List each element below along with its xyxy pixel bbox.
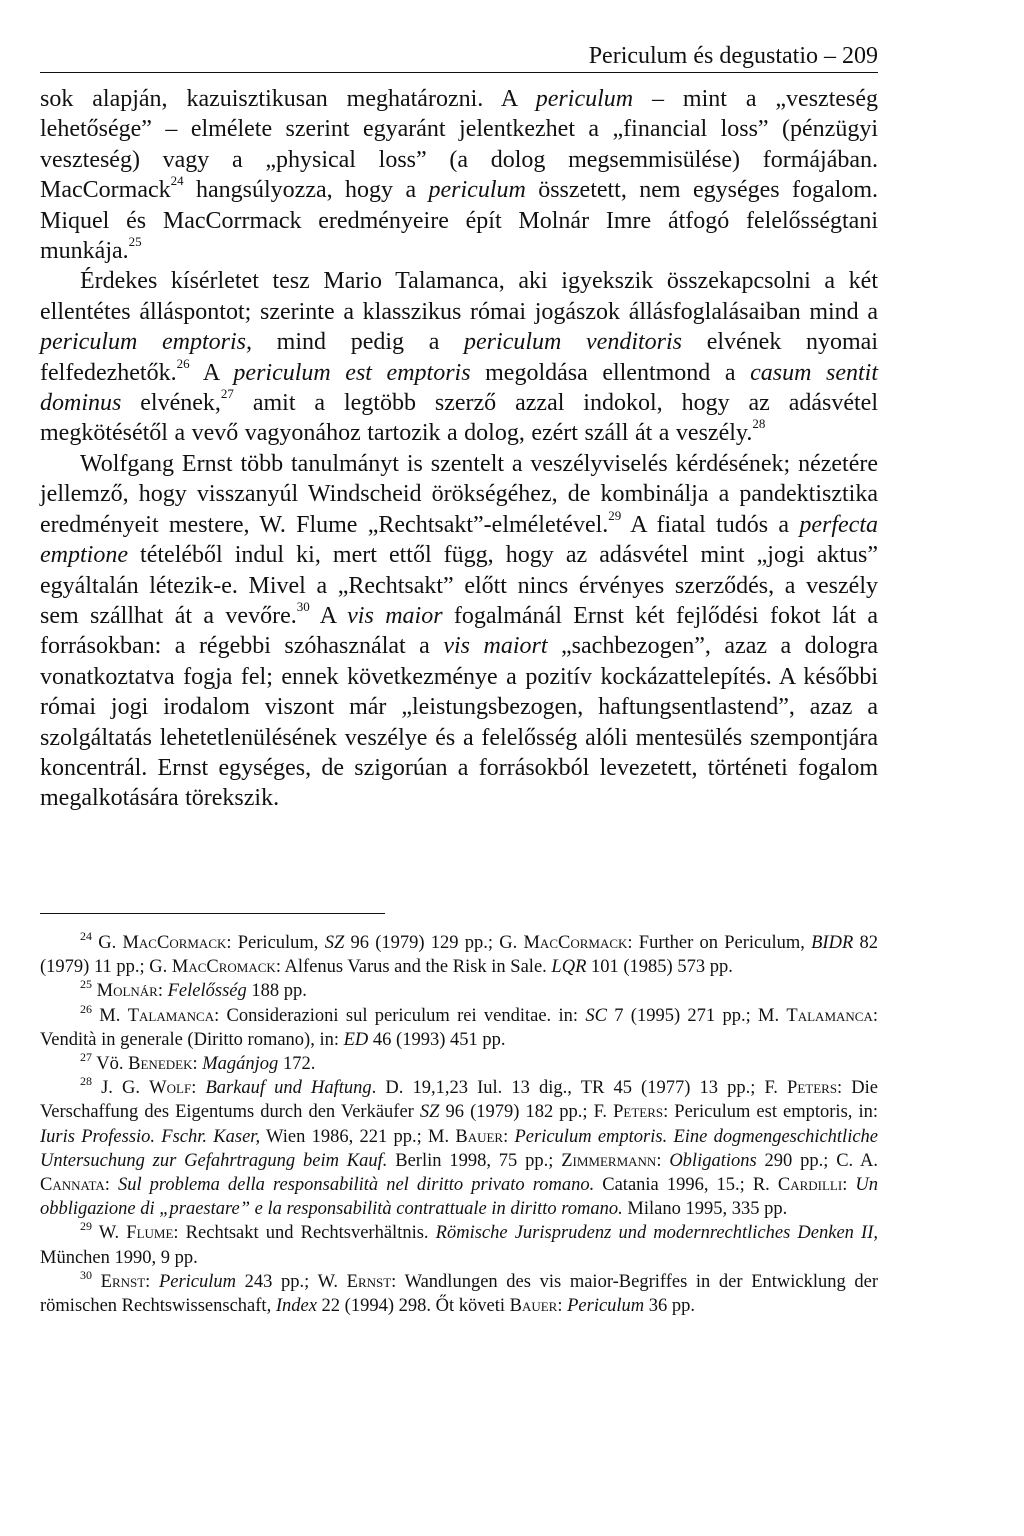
- text-run: Talamanca: [127, 1005, 215, 1026]
- text-run: Ernst: [100, 1271, 146, 1292]
- text-run: : Wandlungen des vis maior-Begriffes in der Entwicklung der römischen Rechtswissenschaft,: [40, 1271, 878, 1317]
- footnote-number: 24: [80, 929, 92, 943]
- footnote-ref: 29: [608, 507, 622, 523]
- text-run: 188 pp.: [246, 981, 307, 1002]
- footnote: [40, 1267, 878, 1318]
- text-run: A: [309, 602, 348, 629]
- text-run: 290 pp.; C. A.: [756, 1150, 878, 1171]
- footnote: [40, 1076, 878, 1221]
- text-run: elvének nyomai felfedezhetők.: [40, 329, 878, 386]
- text-run: Peters: [613, 1102, 664, 1123]
- text-run: Peters: [787, 1078, 838, 1099]
- text-run: Érdekes kísérletet tesz Mario Talamanca, aki igyekszik összekapcsolni a két ellentétes álláspontot; szerinte a klasszikus római jogászok állásfoglalásaiban mind a: [40, 268, 878, 325]
- text-run: Bauer: [509, 1296, 558, 1317]
- text-run: [92, 1272, 101, 1292]
- text-run: Periculum: [567, 1296, 645, 1317]
- text-run: periculum venditoris: [464, 329, 683, 356]
- text-run: MacCormack: [523, 933, 628, 953]
- footnote: [40, 1001, 878, 1052]
- text-run: Catania 1996, 15.; R.: [594, 1175, 778, 1196]
- paragraph: [40, 266, 878, 448]
- text-run: München 1990, 9 pp.: [40, 1247, 198, 1268]
- text-run: 172.: [278, 1054, 316, 1075]
- text-run: Un obbligazione di „praestare” e la responsabilità contrattuale in diritto romano.: [40, 1175, 879, 1220]
- text-run: amit a legtöbb szerző azzal indokol, hogy az adásvétel megkötésétől a vevő vagyonához tartozik a dolog, ezért száll át a veszély.: [40, 390, 879, 447]
- footnote: [40, 1221, 878, 1269]
- text-run: :: [842, 1175, 856, 1196]
- footnote-number: 27: [80, 1050, 92, 1065]
- text-run: : Further on Periculum,: [627, 933, 812, 953]
- footnotes: [40, 931, 878, 1318]
- text-run: Berlin 1998, 75 pp.;: [387, 1150, 562, 1171]
- text-run: : Periculum,: [226, 933, 325, 953]
- text-run: Sul problema della responsabilità nel diritto privato romano.: [117, 1175, 595, 1196]
- text-run: vis maior: [347, 602, 443, 629]
- text-run: hangsúlyozza, hogy a: [183, 177, 429, 204]
- running-title: Periculum és degustatio – 209: [588, 43, 878, 69]
- text-run: 7 (1995) 271 pp.; M.: [606, 1005, 787, 1026]
- text-run: 46 (1993) 451 pp.: [368, 1029, 506, 1050]
- text-run: Obligations: [669, 1150, 757, 1171]
- text-run: :: [104, 1175, 118, 1196]
- text-run: Benedek: [128, 1054, 193, 1075]
- text-run: SZ: [419, 1102, 440, 1123]
- text-run: Bauer: [455, 1126, 504, 1147]
- text-run: Periculum: [158, 1271, 237, 1292]
- text-run: elvének,: [121, 390, 221, 417]
- text-run: Wolf: [149, 1078, 192, 1099]
- text-run: . D. 19,1,23 Iul. 13 dig., TR 45 (1977) 13 pp.; F.: [371, 1078, 788, 1099]
- text-run: : Vendità in generale (Diritto romano), in:: [40, 1005, 878, 1050]
- text-run: 243 pp.; W.: [236, 1271, 347, 1292]
- text-run: 96 (1979) 182 pp.; F.: [439, 1102, 614, 1123]
- footnote-number: 29: [80, 1219, 92, 1234]
- text-run: casum sentit dominus: [40, 359, 878, 417]
- text-run: Felelősség: [167, 981, 247, 1002]
- text-run: periculum est emptoris: [233, 359, 471, 386]
- footnote-number: 25: [80, 977, 92, 992]
- text-run: megoldása ellentmond a: [470, 359, 751, 386]
- paragraph: [40, 449, 878, 814]
- text-run: perfecta emptione: [40, 511, 878, 569]
- text-run: A fiatal tudós a: [621, 511, 800, 538]
- text-run: Milano 1995, 335 pp.: [622, 1199, 788, 1220]
- main-body-text: [40, 84, 878, 814]
- text-run: :: [557, 1296, 568, 1317]
- text-run: 36 pp.: [644, 1296, 696, 1317]
- text-run: :: [145, 1271, 159, 1292]
- footnote: [40, 1052, 878, 1076]
- footnote-ref: 26: [176, 355, 190, 371]
- text-run: :: [503, 1126, 515, 1147]
- text-run: Ernst: [346, 1271, 392, 1292]
- text-run: összetett, nem egységes fogalom. Miquel és MacCorrmack eredményeire épít Molnár Imre átfogó felelősségtani munkája.: [40, 177, 878, 265]
- text-run: Vö.: [92, 1054, 129, 1075]
- text-run: Periculum emptoris. Eine dogmengeschichtliche Untersuchung zur Gefahrtragung beim Kauf.: [40, 1126, 879, 1171]
- text-run: :: [157, 981, 168, 1002]
- text-run: : Rechtsakt und Rechtsverhältnis.: [173, 1223, 436, 1244]
- text-run: A: [189, 359, 234, 386]
- footnote-ref: 30: [296, 598, 310, 614]
- text-run: Barkauf und Haftung: [205, 1078, 372, 1099]
- text-run: 101 (1985) 573 pp.: [586, 957, 733, 978]
- footnote-ref: 27: [220, 386, 234, 402]
- text-run: „sachbezogen”, azaz a dologra vonatkoztatva fogja fel; ennek következménye a pozitív kockázattelepítés. A későbbi római jogi irodalom viszont már „leistungsbezogen, haftungsentlastend”, azaz a szolgáltatás lehetetlenülésének veszélye és a felelősség alóli mentesülés szempontjára koncentrál. Ernst egységes, de szigorúan a forrásokból levezetett, történeti fogalom megalkotására törekszik.: [40, 633, 878, 812]
- text-run: : Considerazioni sul periculum rei venditae. in:: [214, 1005, 586, 1026]
- text-run: Flume: [126, 1223, 174, 1244]
- text-run: periculum: [428, 177, 526, 204]
- text-run: Cannata: [40, 1175, 105, 1196]
- footnote-separator: [40, 913, 385, 914]
- text-run: – mint a „veszteség lehetősége” – elmélete szerint egyaránt jelentkezhet a „financial loss” (pénzügyi veszteség) vagy a „physical loss” (a dolog megsemmisülése) formájában. MacCormack: [40, 86, 879, 204]
- text-run: G.: [92, 933, 123, 953]
- text-run: 22 (1994) 298. Őt követi: [316, 1296, 510, 1317]
- text-run: Cardilli: [777, 1175, 843, 1196]
- text-run: :: [656, 1150, 670, 1171]
- text-run: 82 (1979) 11 pp.; G.: [40, 933, 878, 978]
- text-run: Wolfgang Ernst több tanulmányt is szentelt a veszélyviselés kérdésének; nézetére jellemző, hogy visszanyúl Windscheid örökségéhez, de kombinálja a pandektisztika eredményeit mestere, W. Flume „Rechtsakt”-elméletével.: [40, 450, 878, 538]
- text-run: tételéből indul ki, mert ettől függ, hogy az adásvétel mint „jogi aktus” egyáltalán létezik-e. Mivel a „Rechtsakt” előtt nincs érvényes szerződés, a veszély sem szállhat át a vevőre.: [40, 542, 878, 629]
- text-run: Römische Jurisprudenz und modernrechtliches Denken II,: [435, 1223, 878, 1244]
- footnote-number: 26: [80, 1001, 92, 1016]
- text-run: Molnár: [96, 981, 158, 1002]
- text-run: SZ: [324, 933, 345, 953]
- text-run: : Alfenus Varus and the Risk in Sale.: [275, 957, 552, 978]
- text-run: SC: [585, 1005, 607, 1026]
- text-run: BIDR: [811, 933, 854, 953]
- text-run: Wien 1986, 221 pp.; M.: [260, 1126, 456, 1147]
- text-run: Talamanca: [786, 1005, 873, 1026]
- text-run: :: [192, 1054, 203, 1075]
- text-run: LQR: [551, 957, 587, 978]
- paragraph: [40, 84, 878, 266]
- text-run: vis maiort: [443, 633, 548, 660]
- text-run: : Periculum est emptoris, in:: [663, 1102, 878, 1123]
- text-run: 96 (1979) 129 pp.; G.: [344, 933, 524, 953]
- text-run: MacCormack: [122, 933, 227, 953]
- text-run: M.: [92, 1005, 128, 1026]
- text-run: Iuris Professio. Fschr. Kaser,: [40, 1126, 261, 1147]
- text-run: Magánjog: [202, 1054, 279, 1075]
- text-run: ED: [343, 1029, 369, 1050]
- footnote-number: 30: [80, 1267, 92, 1282]
- text-run: periculum: [535, 86, 634, 112]
- footnote-number: 28: [80, 1074, 92, 1089]
- text-run: mind pedig a: [252, 329, 465, 356]
- text-run: :: [191, 1078, 206, 1099]
- text-run: J. G.: [92, 1078, 150, 1099]
- footnote-ref: 25: [128, 234, 142, 250]
- footnote: [40, 931, 878, 979]
- footnote-ref: 28: [752, 416, 766, 432]
- footnote: [40, 979, 878, 1003]
- text-run: fogalmánál Ernst két fejlődési fokot lát a forrásokban: a régebbi szóhasználat a: [40, 602, 879, 660]
- text-run: periculum emptoris,: [40, 329, 252, 356]
- text-run: : Die Verschaffung des Eigentums durch den Verkäufer: [40, 1078, 879, 1123]
- footnote-ref: 24: [170, 173, 184, 189]
- text-run: Index: [275, 1296, 317, 1317]
- text-run: sok alapján, kazuisztikusan meghatározni. A: [40, 86, 536, 112]
- text-run: MacCromack: [171, 957, 276, 978]
- running-header: [40, 42, 878, 73]
- text-run: Zimmermann: [561, 1150, 657, 1171]
- text-run: W.: [92, 1223, 127, 1244]
